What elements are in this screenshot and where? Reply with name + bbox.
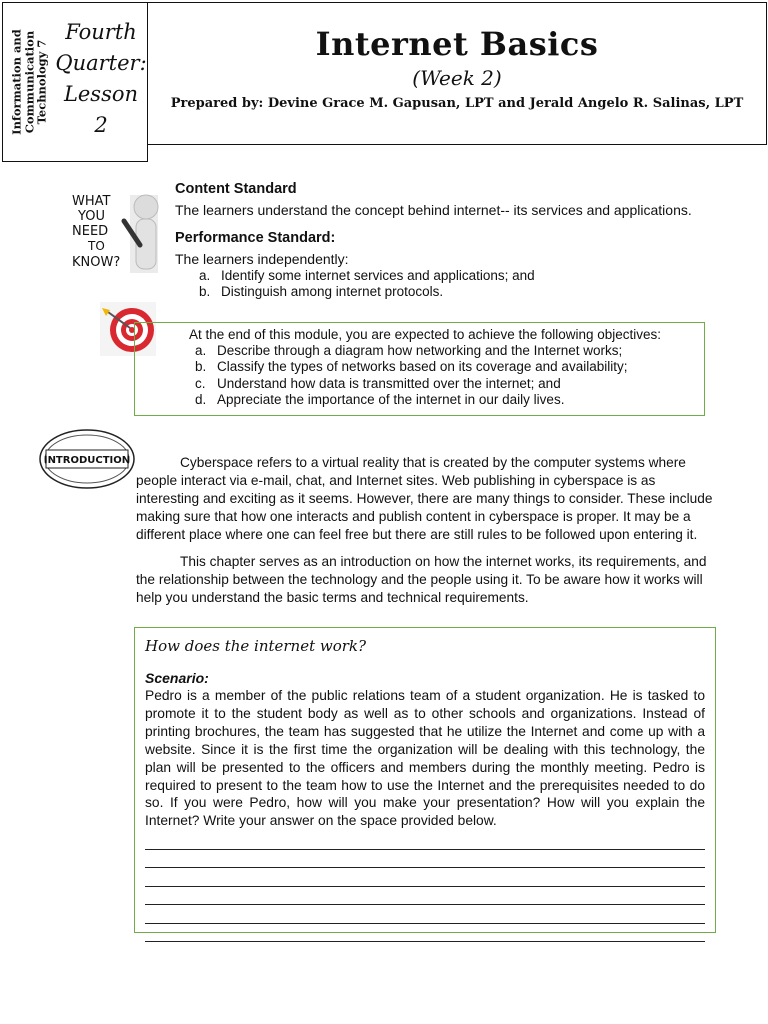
activity-box (134, 627, 716, 933)
content-standard-heading: Content Standard (175, 181, 297, 197)
list-item: c. Understand how data is transmitted over the internet; and (195, 375, 561, 391)
list-item: b. Classify the types of networks based on its coverage and availability; (195, 359, 628, 375)
scenario-text: Pedro is a member of the public relations team of a student organization. He is tasked to promote it to the student body as well as to other schools and organizations. Instead of printing brochures, the team has suggested that he utilize the Internet and come up with a website. Since it is the first time the organization will be dealing with this technology, the plan will be presented to the officers and members during the monthly meeting. Pedro is required to present to the team how to use the Internet and the prerequisites needed to do so. If you were Pedro, how will you make your presentation? How will you explain the Internet? Write your answer on the space provided below. (145, 688, 705, 829)
know-word-5: KNOW? (72, 255, 121, 270)
objectives-list (189, 343, 704, 408)
week-label: (Week 2) (412, 66, 502, 90)
subject-line-2: Communication (21, 30, 36, 134)
quarter-lesson-label (55, 17, 147, 141)
answer-lines (145, 831, 705, 942)
content-standard-text: The learners understand the concept behind internet-- its services and applications. (175, 202, 692, 218)
list-item: d. Appreciate the importance of the internet in our daily lives. (195, 391, 565, 407)
answer-line[interactable] (145, 905, 705, 924)
answer-line[interactable] (145, 868, 705, 887)
list-item: b. Distinguish among internet protocols. (199, 284, 444, 299)
introduction-badge-label: INTRODUCTION (43, 455, 131, 466)
intro-paragraph-1: Cyberspace refers to a virtual reality that is created by the computer systems where people interact via e-mail, chat, and Internet sites. Web publishing in cyberspace is as interesting and exciting as it seems. However, there are many things to consider. These include making sure that how one interacts and publish content in cyberspace is proper. It may be a different place where one can feel free but there are still rules to be followed upon entering it. (136, 455, 713, 542)
activity-heading: How does the internet work? (145, 637, 367, 655)
know-word-3: NEED (72, 224, 109, 239)
standards-section (175, 181, 735, 300)
prepared-by: Prepared by: Devine Grace M. Gapusan, LPT and Jerald Angelo R. Salinas, LPT (170, 96, 744, 111)
title-box (147, 2, 767, 145)
subject-side-box (2, 2, 148, 162)
answer-line[interactable] (145, 831, 705, 850)
quarter-line-4: 2 (94, 113, 108, 137)
answer-line[interactable] (145, 887, 705, 906)
answer-line[interactable] (145, 850, 705, 869)
performance-standard-heading: Performance Standard: (175, 230, 336, 246)
quarter-line-2: Quarter: (55, 51, 147, 75)
what-you-need-to-know-icon (68, 187, 160, 275)
page-title: Internet Basics (315, 25, 599, 63)
know-word-2: YOU (78, 209, 105, 224)
list-item: a. Describe through a diagram how networking and the Internet works; (195, 343, 623, 358)
objectives-lead: At the end of this module, you are expected to achieve the following objectives: (189, 327, 662, 342)
scenario-label: Scenario: (145, 670, 209, 686)
answer-line[interactable] (145, 924, 705, 943)
list-item: a. Identify some internet services and applications; and (199, 268, 535, 283)
objectives-box (134, 322, 705, 416)
intro-paragraph-2: This chapter serves as an introduction on how the internet works, its requirements, and the relationship between the technology and the people using it. To be aware how it works will help you understand the basic terms and technical requirements. (136, 554, 707, 605)
subject-vertical-label (7, 7, 51, 157)
quarter-line-3: Lesson (63, 82, 139, 106)
subject-line-1: Information and (9, 29, 24, 135)
introduction-badge (38, 428, 136, 490)
subject-line-3: Technology 7 (34, 39, 49, 125)
know-word-4: TO (88, 239, 105, 253)
performance-list (175, 268, 735, 300)
know-word-1: WHAT (72, 194, 111, 209)
quarter-line-1: Fourth (65, 20, 137, 44)
performance-standard-intro: The learners independently: (175, 251, 349, 267)
